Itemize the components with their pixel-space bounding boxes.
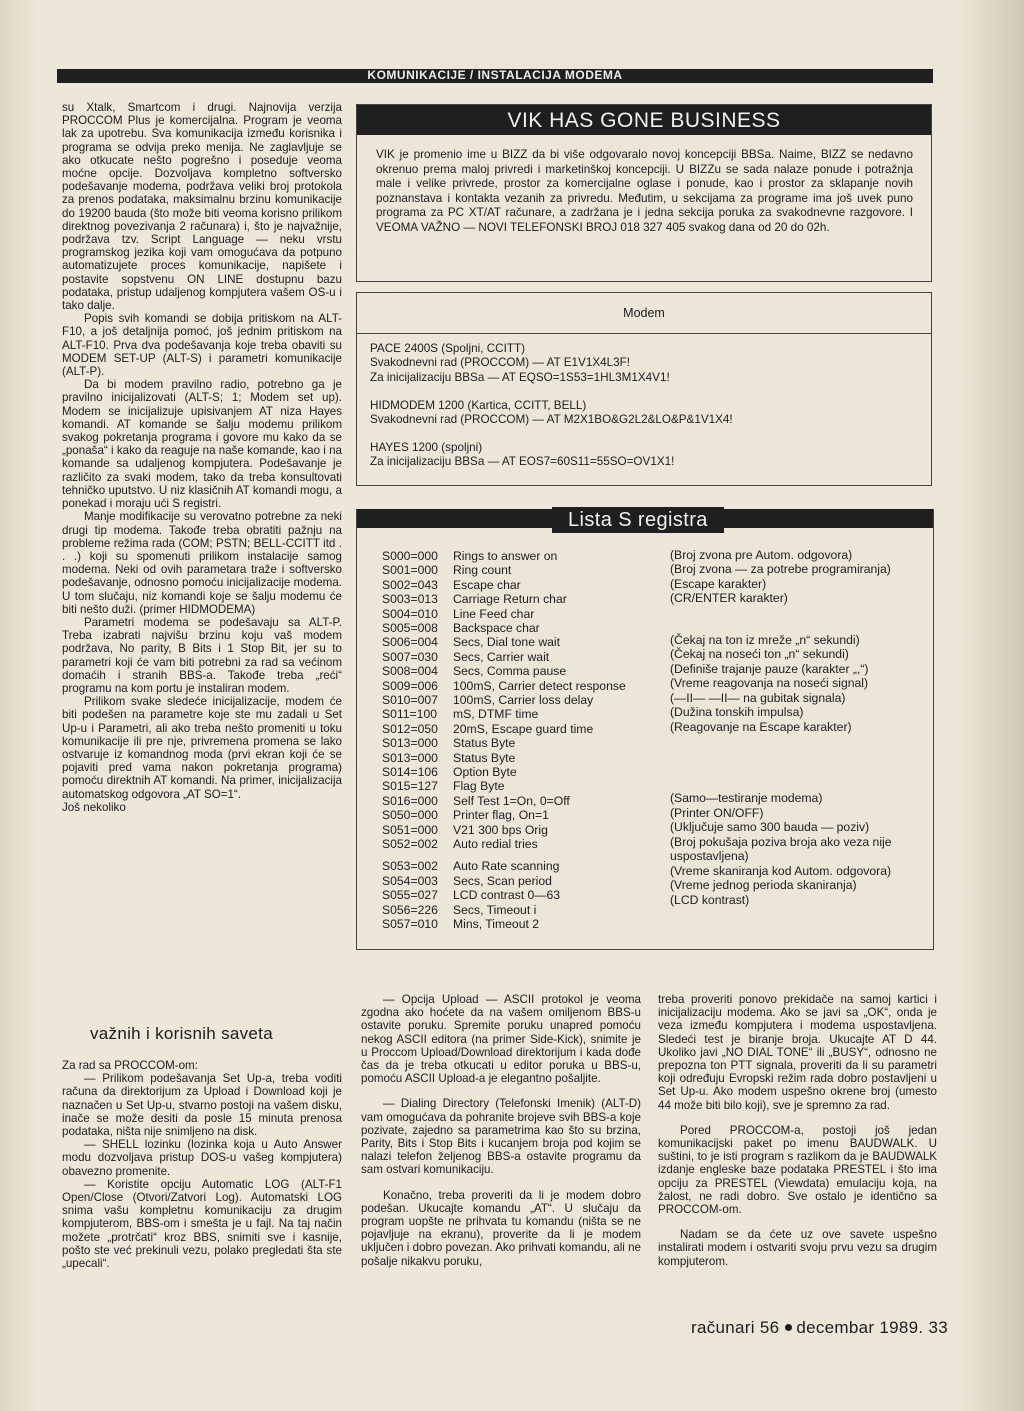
article-paragraph: — Opcija Upload — ASCII protokol je veoma zgodna ako hoćete da na vašem omiljenom BBS-u ostavite poruku. Spremite poruku unapred pomoću nekog ASCII editora (na primer Side-Kick), snimite je u Proccom Upload/Download direktorijum i kada dođe čas da je treba otkucati u editor poruka u BBS-u, pomoću ASCII Upload-a je elegantno pošaljite. [361, 993, 641, 1086]
register-description: Self Test 1=On, 0=Off [453, 793, 570, 808]
register-code: S001=000 [382, 563, 438, 578]
register-description: Flag Byte [453, 779, 505, 794]
article-paragraph: treba proveriti ponovo prekidače na samoj kartici i inicijalizaciju modema. Ako se javi sa „OK“, onda je veza između kompjutera i modema uspostavljena. Sledeći test je biranje broja. Ukucajte AT D 44. Ukoliko javi „NO DIAL TONE“ ili „BUSY“, odnosno ne prepozna ton PTT signala, proveriti da li su parametri koji određuju Evropski režim rada dobro postavljeni u Set Up-u. Ako modem uspešno okrene broj (umesto 44 može biti bilo koji), sve je spremno za rad. [658, 993, 937, 1112]
register-note: (LCD kontrast) [670, 893, 750, 907]
article-paragraph: Još nekoliko [62, 800, 126, 814]
register-note: (Broj zvona — za potrebe programiranja) [670, 562, 891, 576]
register-code: S000=000 [382, 549, 438, 563]
register-note: (Uključuje samo 300 bauda — poziv) [670, 820, 870, 834]
modem-init-box [356, 292, 932, 486]
register-code: S051=000 [382, 822, 438, 837]
register-note: (—II— —II— na gubitak signala) [670, 691, 846, 705]
register-code: S004=010 [382, 606, 438, 621]
register-code: S053=002 [382, 859, 438, 874]
register-note: uspostavljena) [670, 849, 749, 863]
register-note: (Vreme reagovanja na noseći signal) [670, 676, 869, 690]
register-description: Status Byte [453, 750, 516, 765]
article-paragraph: su Xtalk, Smartcom i drugi. Najnovija verzija PROCCOM Plus je komercijalna. Program je veoma lak za upotrebu. Sva komunikacija između korisnika i programa se odvija preko menija. Ne zaglavljuje se ako otkucate nešto pogrešno i poseduje veoma moćne opcije. Dozvoljava kompletno softversko podešavanje modema, podržava veliki broj protokola za prenos podataka, maksimalnu brzinu komunikacije do 19200 bauda (što može biti veoma korisno prilikom direktnog povezivanja 2 računara) i, što je najvažnije, podržava tzv. Script Language — neku vrstu programskog jezika koji vam omogućava da potpuno automatizujete proces komunikacije, napišete i postavite sopstvenu ON LINE dostupnu bazu podataka, pristup udaljenog kompjutera vašem OS-u i tako dalje. [62, 101, 342, 313]
register-description: Secs, Dial tone wait [453, 635, 561, 650]
register-description: Auto redial tries [453, 837, 538, 851]
register-code: S012=050 [382, 721, 438, 736]
register-note: (Broj zvona pre Autom. odgovora) [670, 548, 853, 562]
right-column [658, 993, 937, 1268]
register-description: Auto Rate scanning [453, 859, 560, 874]
tips-paragraph: — Koristite opciju Automatic LOG (ALT-F1 Open/Close (Otvori/Zatvori Log). Automatski LOG snima vašu kompletnu komunikaciju za drugim kompjuterom, BBS-om i smešta je u fajl. Na taj način možete „protrčati“ kroz BBS, snimiti sve i kasnije, pošto ste već prekinuli vezu, polako pregledati šta ste „upecali“. [62, 1177, 342, 1271]
register-code: S057=010 [382, 917, 438, 931]
register-code: S010=007 [382, 693, 438, 707]
register-description: Carriage Return char [453, 592, 567, 607]
register-code: S011=100 [382, 707, 438, 722]
modem-line: Svakodnevni rad (PROCCOM) — AT E1V1X4L3F! [370, 356, 631, 370]
register-description: Escape char [453, 577, 521, 592]
article-paragraph: Parametri modema se podešavaju sa ALT-P. Treba izabrati najvišu brzinu koju vaš modem podržava, No parity, B Bits i 1 Stop Bit, jer su to parametri koji će vam biti potrebni za rad sa većinom domaćih i stranih BBS-a. Takođe treba „reći“ programu na kom portu je instaliran modem. [62, 615, 342, 695]
register-description: 100mS, Carrier loss delay [453, 693, 594, 707]
vik-box-title: VIK HAS GONE BUSINESS [357, 105, 931, 135]
register-description: Status Byte [453, 736, 516, 751]
tips-paragraph: — Prilikom podešavanja Set Up-a, treba voditi računa da direktorijum za Upload i Download koji je naznačen u Set Up-u, stvarno postoji na vašem disku, inače se može desiti da posle 15 minuta prenosa podataka, ništa nije snimljeno na disk. [62, 1072, 342, 1139]
register-description: Rings to answer on [453, 549, 558, 563]
modem-line: Svakodnevni rad (PROCCOM) — AT M2X1BO&G2L2&LO&P&1V1X4! [370, 413, 733, 427]
register-code: S052=002 [382, 837, 438, 851]
tips-subheading: važnih i korisnih saveta [90, 1024, 273, 1043]
register-description: V21 300 bps Orig [453, 822, 548, 837]
register-description: Option Byte [453, 765, 517, 779]
register-code: S003=013 [382, 592, 438, 607]
register-code: S008=004 [382, 664, 438, 679]
s-register-title-bar [357, 509, 933, 531]
register-description: Backspace char [453, 621, 540, 635]
article-paragraph: Prilikom svake sledeće inicijalizacije, modem će biti podešen na parametre koje ste mu zadali u Set Up-u i Parametri, ali ako treba nešto promeniti u toku komunikacije ili pre nje, privremena promena se lako ostvaruje iz komandnog moda (prvi ekran koji će se pojaviti pred vama nakon pokretanja programa) pomoću direktnih AT komandi. Na primer, inicijalizacija automatskog odgovora „AT SO=1“. [62, 695, 342, 801]
register-note: (Definiše trajanje pauze (karakter „,“) [670, 662, 869, 676]
register-code: S015=127 [382, 779, 438, 794]
register-note: (Vreme jednog perioda skaniranja) [670, 878, 857, 892]
article-paragraph: Da bi modem pravilno radio, potrebno ga je pravilno inicijalizovati (ALT-S; 1; Modem set up). Modem se inicijalizuje upisivanjem AT niza Hayes komandi. AT komande se šalju modemu prilikom svakog pokretanja programa i govore mu kako da se „ponaša“ i kako da reaguje na naše komande, kao i na komande sa udaljenog kompjutera. Podešavanje je različito za svaki modem, tako da treba konsultovati tehničko uputstvo. U niz klasičnih AT komandi mogu, a ponekad i moraju ući S registri. [62, 378, 342, 511]
register-description: Printer flag, On=1 [453, 808, 549, 823]
register-description: 100mS, Carrier detect response [453, 678, 626, 693]
register-description: Mins, Timeout 2 [453, 917, 540, 931]
register-code: S056=226 [382, 902, 438, 917]
tips-intro: Za rad sa PROCCOM-om: [62, 1059, 198, 1072]
magazine-issue: računari 56 [691, 1318, 780, 1337]
register-description: Ring count [453, 563, 512, 578]
modem-line: HAYES 1200 (spoljni) [370, 441, 483, 454]
article-paragraph: Popis svih komandi se dobija pritiskom na ALT-F10, a još detaljnija pomoć, još jednim pritiskom na ALT-F10. Prva dva podešavanja koje treba obaviti su MODEM SET-UP (ALT-S) i parametri komunikacije (ALT-P). [62, 312, 342, 379]
register-description: Line Feed char [453, 606, 535, 621]
article-paragraph: Konačno, treba proveriti da li je modem dobro podešan. Ukucajte komandu „AT“. U slučaju da program uopšte ne prihvata tu komandu (ništa se ne pojavljuje na ekranu), proverite da li je modem uključen i dobro povezan. Ako prihvati komandu, ali ne pošalje nikakvu poruku, [361, 1188, 641, 1268]
register-note: (Vreme skaniranja kod Autom. odgovora) [670, 864, 892, 878]
register-code: S007=030 [382, 649, 438, 664]
modem-box-title: Modem [357, 293, 931, 334]
register-code: S013=000 [382, 750, 438, 765]
register-code: S050=000 [382, 808, 438, 823]
register-code: S006=004 [382, 635, 438, 650]
register-note: (Čekaj na noseći ton „n“ sekundi) [670, 647, 849, 661]
issue-date: decembar 1989. [796, 1318, 924, 1337]
register-note: (Reagovanje na Escape karakter) [670, 720, 852, 734]
section-title: KOMUNIKACIJE / INSTALACIJA MODEMA [367, 68, 623, 82]
register-description: mS, DTMF time [453, 707, 539, 722]
modem-line: Za inicijalizaciju BBSa — AT EQSO=1S53=1HL3M1X4V1! [370, 370, 670, 384]
s-register-title: Lista S registra [552, 507, 724, 533]
register-note: (Dužina tonskih impulsa) [670, 705, 804, 719]
register-code: S009=006 [382, 678, 438, 693]
page-footer [691, 1318, 948, 1338]
register-code: S054=003 [382, 873, 438, 888]
register-code: S013=000 [382, 736, 438, 751]
vik-box-text: VIK je promenio ime u BIZZ da bi više odgovaralo novoj koncepciji BBSa. Naime, BIZZ se nedavno okrenuo prema maloj privredi i marketinškoj koncepciji. U BIZZu se sada nalaze ponude i potražnja male i velike privrede, prostor za komercijalne oglase i ponude, kao i prostor za sklapanje novih poznanstava i kontakta vezanih za privredu. Međutim, u sekcijama za programe ima još uvek puno programa za PC XT/AT računare, a zadržana je i jedna sekcija poruka za svakodnevne razgovore. I VEOMA VAŽNO — NOVI TELEFONSKI BROJ 018 327 405 svakog dana od 20 do 02h. [376, 148, 913, 234]
modem-entry-hayes [370, 441, 674, 470]
modem-line: HIDMODEM 1200 (Kartica, CCITT, BELL) [370, 399, 587, 412]
register-code: S002=043 [382, 577, 438, 592]
register-description: Secs, Scan period [453, 873, 552, 888]
tips-paragraph: — SHELL lozinku (lozinka koja u Auto Answer modu dozvoljava pristup DOS-u vašeg kompjutera) obavezno promenite. [62, 1138, 342, 1178]
register-note: (CR/ENTER karakter) [670, 591, 788, 605]
register-description: LCD contrast 0—63 [453, 888, 561, 903]
register-description: Secs, Carrier wait [453, 649, 550, 664]
register-code: S005=008 [382, 621, 438, 635]
register-note: (Čekaj na ton iz mreže „n“ sekundi) [670, 633, 860, 647]
register-code: S055=027 [382, 888, 438, 903]
register-note: (Broj pokušaja poziva broja ako veza nije [670, 835, 892, 849]
article-paragraph: — Dialing Directory (Telefonski Imenik) (ALT-D) vam omogućava da pohranite brojeve svih BBS-a koje pozivate, zajedno sa parametrima kao što su brzina, Parity, Bits i Stop Bits i kucanjem broja pod kojim se nalazi telefon željenog BBS-a ostavite programu da sam ostvari komunikaciju. [361, 1097, 641, 1177]
vik-news-box [356, 104, 932, 282]
page-number: 33 [928, 1318, 948, 1337]
modem-line: PACE 2400S (Spoljni, CCITT) [370, 342, 526, 355]
modem-entry-hidmodem [370, 399, 733, 428]
section-header-bar [57, 69, 933, 83]
article-paragraph: Nadam se da ćete uz ove savete uspešno instalirati modem i ostvariti svoju prvu vezu sa drugim kompjuterom. [658, 1228, 937, 1268]
register-description: Secs, Comma pause [453, 664, 567, 679]
left-column [62, 101, 342, 814]
tips-column [62, 1059, 342, 1270]
register-description: 20mS, Escape guard time [453, 721, 594, 736]
middle-column [361, 993, 641, 1268]
article-paragraph: Manje modifikacije su verovatno potrebne za neki drugi tip modema. Takođe treba obratiti pažnju na probleme režima rada (COM; PSTN; BELL-CCITT itd . . .) koji su spomenuti prilikom instalacije samog modema. Neki od ovih parametara traže i softversko podešavanje, odnosno pomoću inicijalizacije modema. U tom slučaju, niz komandi koje se šalju modemu će biti nešto duži. (primer HIDMODEMA) [62, 510, 342, 616]
register-note: (Samo—testiranje modema) [670, 791, 823, 805]
modem-entry-pace [370, 342, 670, 385]
register-code: S016=000 [382, 793, 438, 808]
article-paragraph: Pored PROCCOM-a, postoji još jedan komunikacijski paket po imenu BAUDWALK. U suštini, to je isti program s razlikom da je BAUDWALK izdanje engleske baze podataka PRESTEL i što ima opciju za PRESTEL (Viewdata) emulaciju koja, na žalost, ne radi dobro. Sve ostalo je identično sa PROCCOM-om. [658, 1123, 937, 1217]
register-description: Secs, Timeout i [453, 902, 537, 917]
register-code: S014=106 [382, 765, 438, 779]
register-note: (Escape karakter) [670, 577, 767, 591]
modem-line: Za inicijalizaciju BBSa — AT EOS7=60S11=55SO=OV1X1! [370, 455, 675, 469]
bullet-icon [785, 1324, 792, 1331]
register-note: (Printer ON/OFF) [670, 806, 764, 820]
